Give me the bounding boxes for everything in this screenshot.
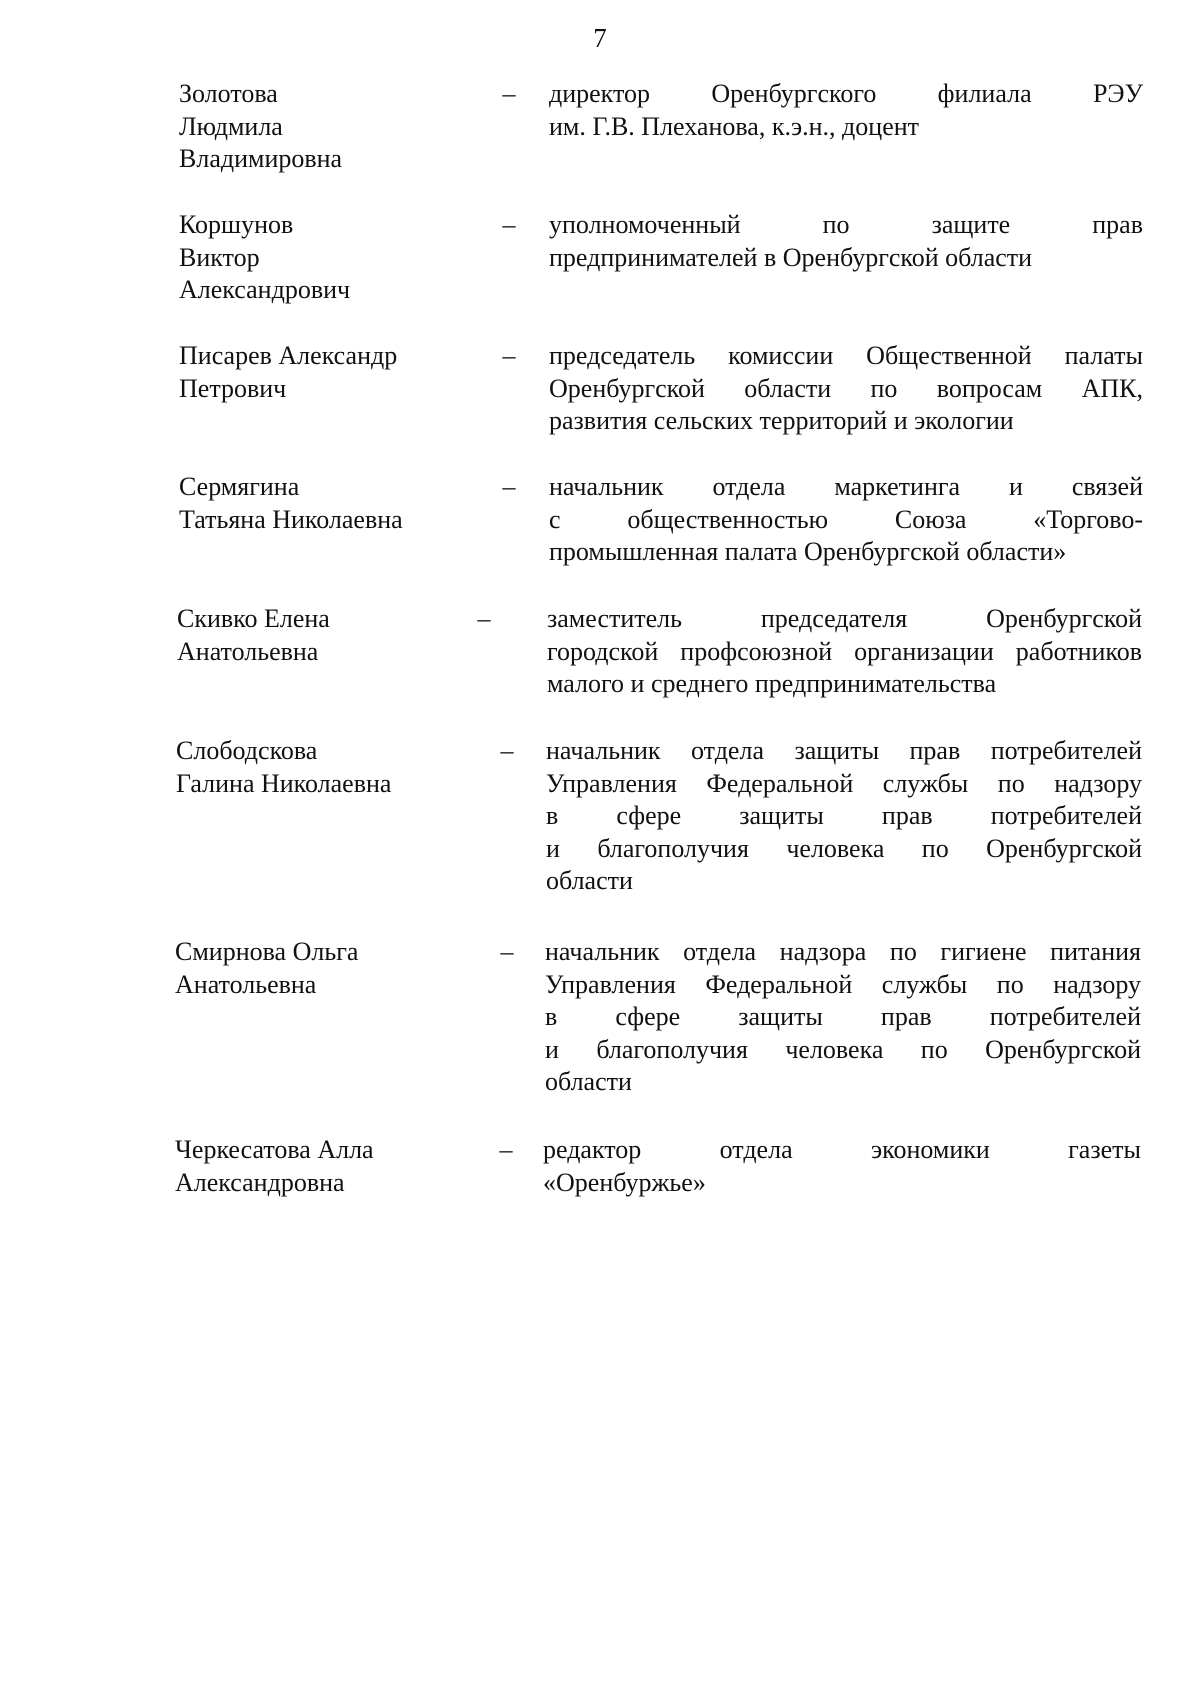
person-position xyxy=(543,1134,1141,1199)
position-line: заместитель председателя Оренбургской xyxy=(547,604,1142,633)
person-name: Скивко Елена Анатольевна xyxy=(177,604,330,666)
position-line: и благополучия человека по Оренбургской xyxy=(545,1034,1141,1064)
dash-separator: – xyxy=(500,937,514,966)
person-name: Смирнова Ольга Анатольевна xyxy=(175,937,359,999)
position-line: в сфере защиты прав потребителей xyxy=(546,801,1142,830)
person-position xyxy=(549,471,1143,569)
position-line: городской профсоюзной организации работников xyxy=(547,636,1142,666)
person-name: Сермягина Татьяна Николаевна xyxy=(179,472,403,534)
position-line: начальник отдела надзора по гигиене питания xyxy=(545,937,1141,966)
position-line: и благополучия человека по Оренбургской xyxy=(546,833,1142,863)
page-number: 7 xyxy=(593,23,607,53)
position-line: промышленная палата Оренбургской области» xyxy=(549,537,1067,566)
position-line: начальник отдела маркетинга и связей xyxy=(549,472,1143,501)
person-position xyxy=(546,735,1142,898)
position-line: в сфере защиты прав потребителей xyxy=(545,1002,1141,1031)
position-line: уполномоченный по защите прав xyxy=(549,210,1143,239)
dash-separator: – xyxy=(500,736,514,765)
dash-separator: – xyxy=(502,79,516,108)
dash-separator: – xyxy=(502,210,516,239)
person-name: Черкесатова Алла Александровна xyxy=(175,1135,374,1197)
dash-separator: – xyxy=(477,604,491,633)
position-line: директор Оренбургского филиала РЭУ xyxy=(549,79,1143,108)
position-line: начальник отдела защиты прав потребителей xyxy=(546,736,1142,765)
position-line: председатель комиссии Общественной палаты xyxy=(549,341,1143,370)
position-line: Оренбургской области по вопросам АПК, xyxy=(549,373,1143,403)
position-line: области xyxy=(546,866,633,895)
dash-separator: – xyxy=(499,1135,513,1164)
position-line: малого и среднего предпринимательства xyxy=(547,669,997,698)
position-line: развития сельских территорий и экологии xyxy=(549,406,1014,435)
dash-separator: – xyxy=(502,472,516,501)
person-position xyxy=(549,78,1143,143)
position-line: им. Г.В. Плеханова, к.э.н., доцент xyxy=(549,111,920,141)
position-line: области xyxy=(545,1067,632,1096)
position-line: редактор отдела экономики газеты xyxy=(543,1135,1141,1164)
person-name: Писарев Александр Петрович xyxy=(179,341,398,403)
position-line: «Оренбуржье» xyxy=(543,1167,706,1197)
person-position xyxy=(549,340,1143,438)
position-line: предпринимателей в Оренбургской области xyxy=(549,242,1033,272)
position-line: Управления Федеральной службы по надзору xyxy=(545,969,1141,999)
person-name: Золотова Людмила Владимировна xyxy=(179,79,343,173)
person-position xyxy=(545,936,1141,1099)
person-position xyxy=(547,603,1142,701)
person-name: Слободскова Галина Николаевна xyxy=(176,736,392,798)
position-line: Управления Федеральной службы по надзору xyxy=(546,768,1142,798)
person-position xyxy=(549,209,1143,274)
position-line: с общественностью Союза «Торгово- xyxy=(549,504,1143,534)
dash-separator: – xyxy=(502,341,516,370)
person-name: Коршунов Виктор Александрович xyxy=(179,210,351,304)
